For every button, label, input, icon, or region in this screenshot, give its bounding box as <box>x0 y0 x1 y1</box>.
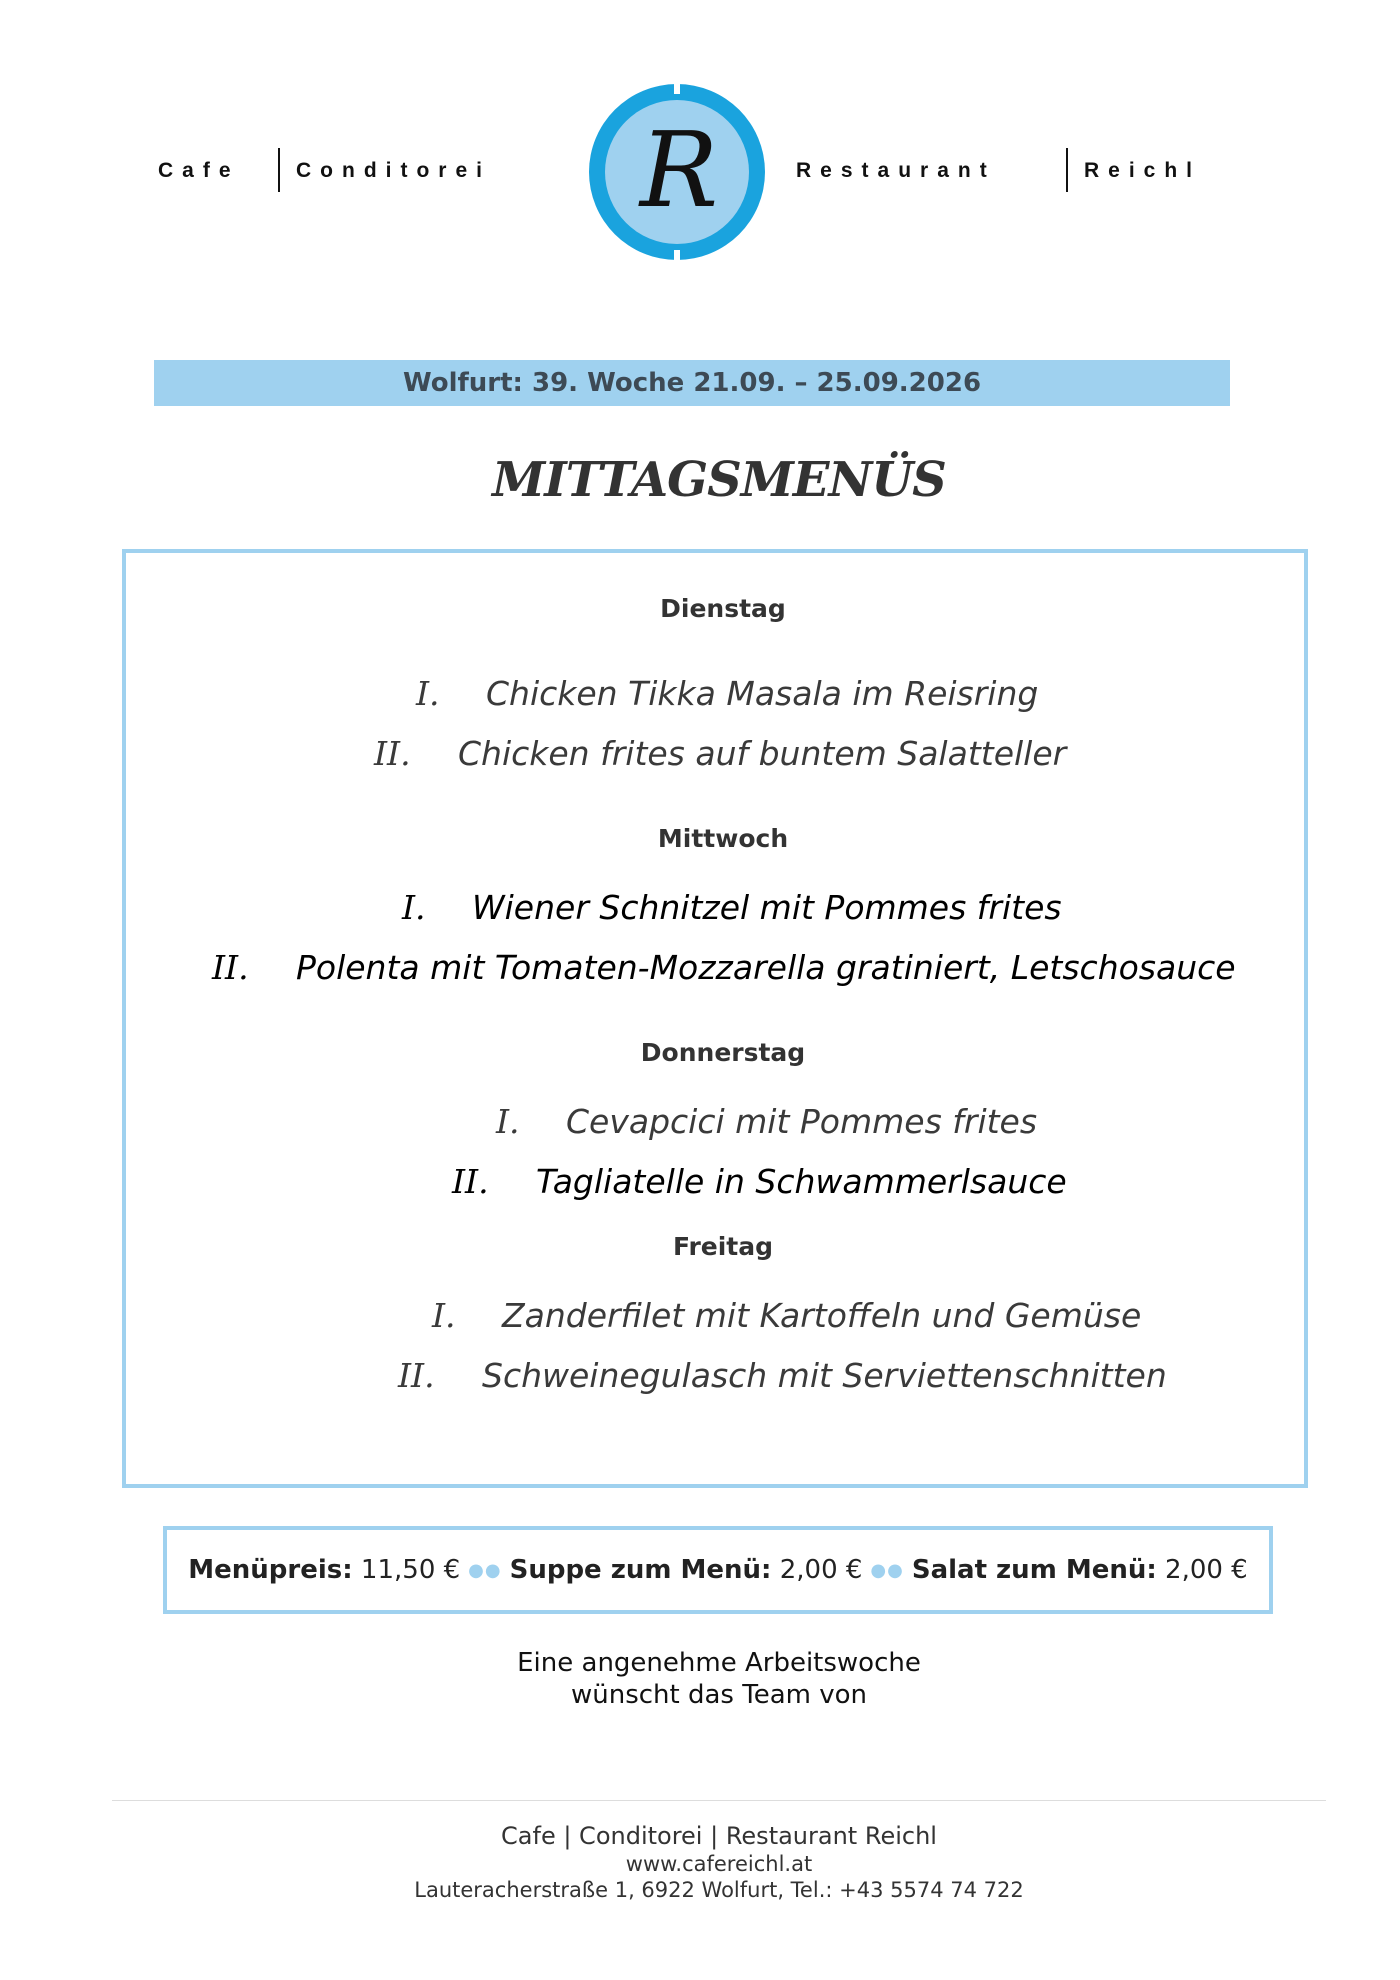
dish-number: I. <box>402 888 426 927</box>
separator-dots: ●● <box>468 1559 502 1581</box>
menu-price-value: 11,50 € <box>360 1555 461 1585</box>
menu-price-label: Menüpreis: <box>188 1555 353 1585</box>
dish-number: I. <box>432 1296 456 1335</box>
brand-separator <box>278 148 280 192</box>
closing-line-1: Eine angenehme Arbeitswoche <box>517 1648 921 1678</box>
dish-number: II. <box>374 734 411 773</box>
dish-text: Tagliatelle in Schwammerlsauce <box>536 1162 1067 1201</box>
closing-line-2: wünscht das Team von <box>570 1680 867 1710</box>
brand-word-conditorei: Conditorei <box>296 159 491 182</box>
brand-word-restaurant: Restaurant <box>796 159 996 182</box>
dish-number: I. <box>416 674 440 713</box>
dish-number: II. <box>212 948 249 987</box>
footer-address: Lauteracherstraße 1, 6922 Wolfurt, Tel.: +43 5574 74 722 <box>414 1878 1024 1902</box>
separator-dots: ●● <box>870 1559 904 1581</box>
dish-number: II. <box>452 1162 489 1201</box>
soup-price-label: Suppe zum Menü: <box>509 1555 772 1585</box>
salad-price-value: 2,00 € <box>1165 1555 1248 1585</box>
dish-number: I. <box>496 1102 520 1141</box>
dish-text: Wiener Schnitzel mit Pommes frites <box>472 888 1062 927</box>
brand-word-reichl: Reichl <box>1084 159 1202 182</box>
footer-divider <box>112 1800 1326 1801</box>
dish-text: Cevapcici mit Pommes frites <box>566 1102 1038 1141</box>
dish-text: Chicken frites auf buntem Salatteller <box>458 734 1067 773</box>
footer-business-name: Cafe | Conditorei | Restaurant Reichl <box>501 1822 937 1850</box>
day-heading-donnerstag: Donnerstag <box>640 1038 806 1067</box>
day-heading-freitag: Freitag <box>672 1232 774 1261</box>
day-heading-dienstag: Dienstag <box>660 594 786 623</box>
dish-text: Zanderfilet mit Kartoffeln und Gemüse <box>502 1296 1142 1335</box>
logo-letter: R <box>639 109 719 231</box>
brand-separator-2 <box>1066 148 1068 192</box>
dish-text: Polenta mit Tomaten-Mozzarella gratiniert, Letschosauce <box>296 948 1236 987</box>
page-title: MITTAGSMENÜS <box>492 452 946 508</box>
brand-word-cafe: Cafe <box>158 159 240 182</box>
day-heading-mittwoch: Mittwoch <box>657 824 789 853</box>
dish-text: Chicken Tikka Masala im Reisring <box>486 674 1039 713</box>
footer-website: www.cafereichl.at <box>625 1852 813 1876</box>
dish-text: Schweinegulasch mit Serviettenschnitten <box>482 1356 1167 1395</box>
soup-price-value: 2,00 € <box>779 1555 863 1585</box>
price-box <box>163 1526 1273 1614</box>
dish-number: II. <box>398 1356 435 1395</box>
salad-price-label: Salat zum Menü: <box>911 1555 1157 1585</box>
reichl-logo <box>587 82 767 262</box>
week-banner: Wolfurt: 39. Woche 21.09. – 25.09.2026 <box>154 360 1230 406</box>
